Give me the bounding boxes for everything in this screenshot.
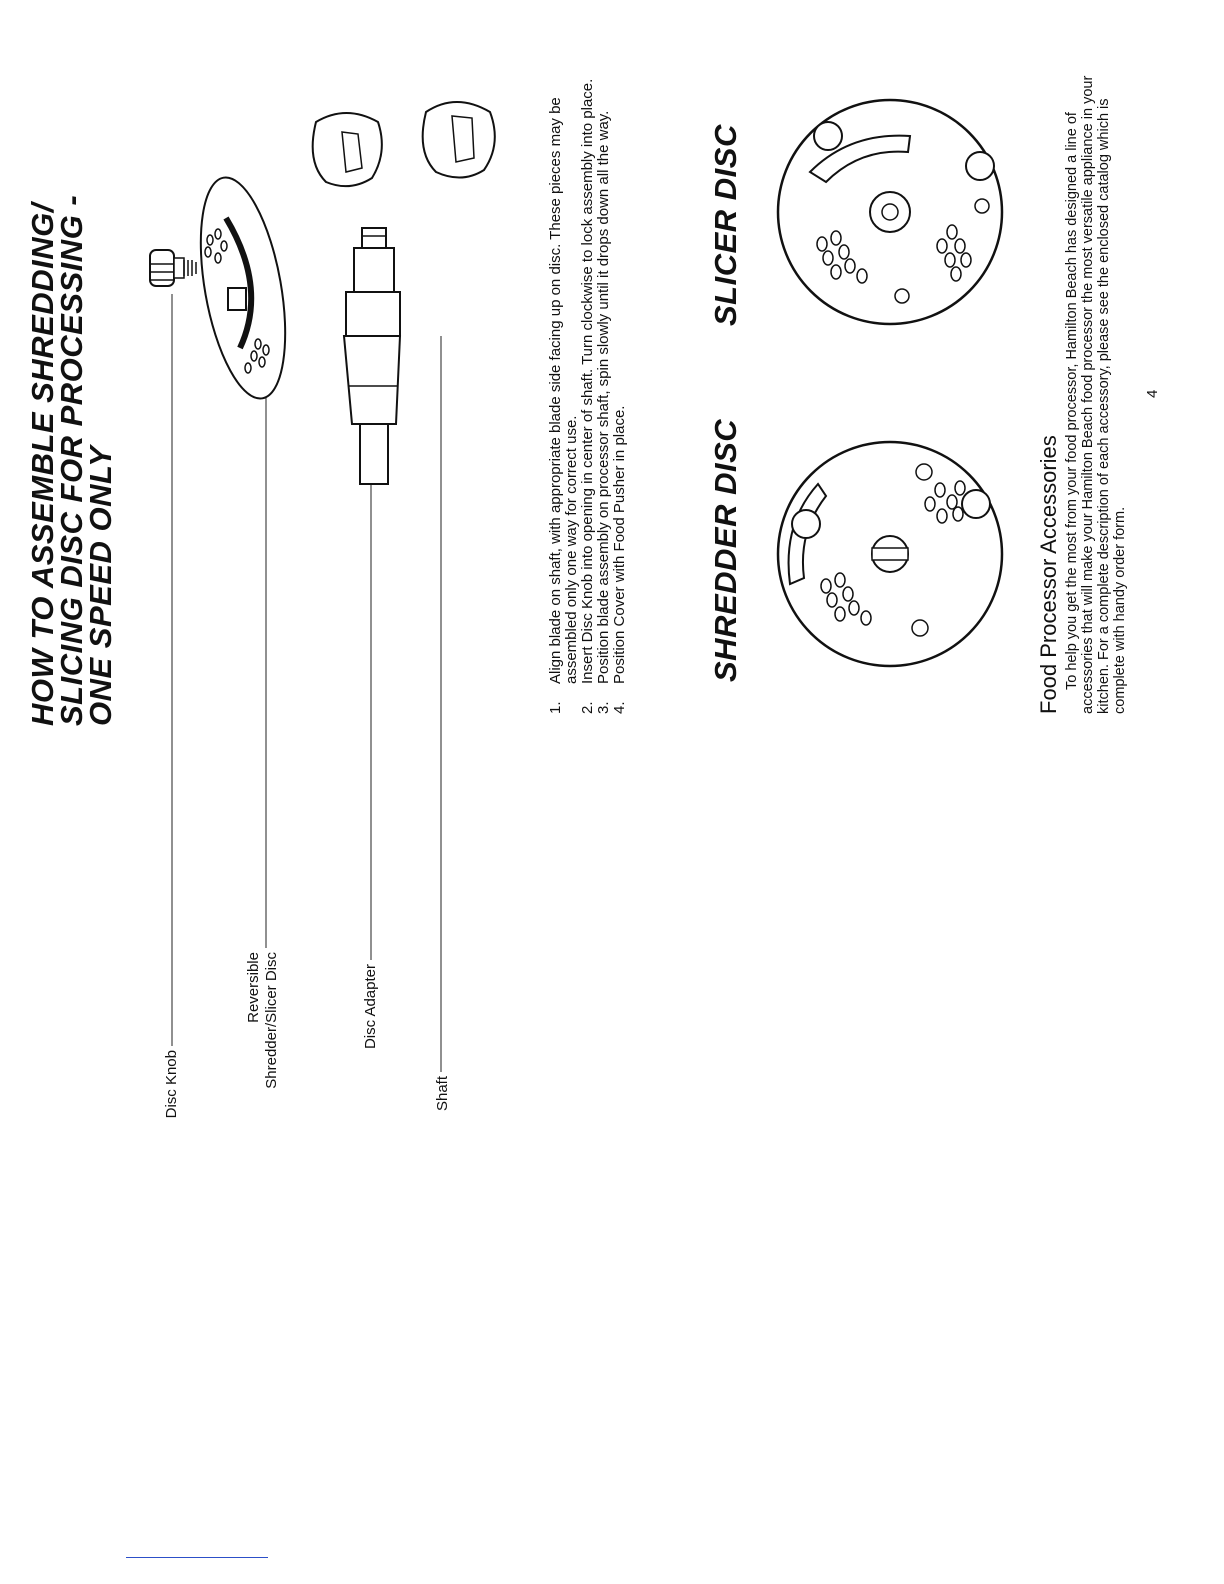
disc-knob-label: Disc Knob: [163, 1050, 180, 1119]
step-text: Position blade assembly on processor shaft, spin slowly until it drops down all the way.: [595, 110, 612, 684]
reversible-label-line1: Reversible: [245, 952, 262, 1023]
assembly-steps: [548, 54, 628, 714]
food-sketch-illustration: [306, 32, 506, 192]
disc-adapter-shaft-illustration: [338, 216, 410, 486]
shredder-disc-illustration: [770, 434, 1010, 674]
title-line-2: SLICING DISC FOR PROCESSING -: [54, 194, 89, 726]
shredder-disc-title: SHREDDER DISC: [708, 418, 743, 682]
step-item: [580, 54, 596, 714]
title-line-1: HOW TO ASSEMBLE SHREDDING/: [25, 203, 60, 726]
step-text: Position Cover with Food Pusher in place.: [611, 405, 628, 684]
reversible-disc-illustration: [178, 168, 308, 408]
reversible-label-line2: Shredder/Slicer Disc: [263, 952, 280, 1089]
step-item: [548, 54, 580, 714]
step-item: [596, 54, 612, 714]
disc-adapter-label: Disc Adapter: [362, 964, 379, 1050]
title-line-3: ONE SPEED ONLY: [83, 445, 118, 726]
step-item: [612, 54, 628, 714]
step-number: 3.: [595, 701, 612, 714]
page-number: 4: [1144, 389, 1161, 398]
accessories-heading: Food Processor Accessories: [1036, 435, 1061, 714]
step-number: 1.: [547, 701, 564, 714]
bottom-rule: [126, 1557, 268, 1558]
accessories-body: To help you get the most from your food processor, Hamilton Beach has designed a line of accessories that will make your Hamilton Beach food processor the most versatile appliance in your kitchen. For a complete description of each accessory, please see the enclosed catalog which is complete with handy order form.: [1064, 75, 1128, 714]
shaft-label: Shaft: [434, 1076, 451, 1112]
step-text: Align blade on shaft, with appropriate blade side facing up on disc. These pieces may be assembled only one way for correct use.: [547, 97, 580, 684]
slicer-disc-title: SLICER DISC: [708, 124, 743, 326]
step-number: 4.: [611, 701, 628, 714]
slicer-disc-illustration: [770, 92, 1010, 332]
step-text: Insert Disc Knob into opening in center of shaft. Turn clockwise to lock assembly into place.: [579, 78, 596, 684]
step-number: 2.: [579, 701, 596, 714]
